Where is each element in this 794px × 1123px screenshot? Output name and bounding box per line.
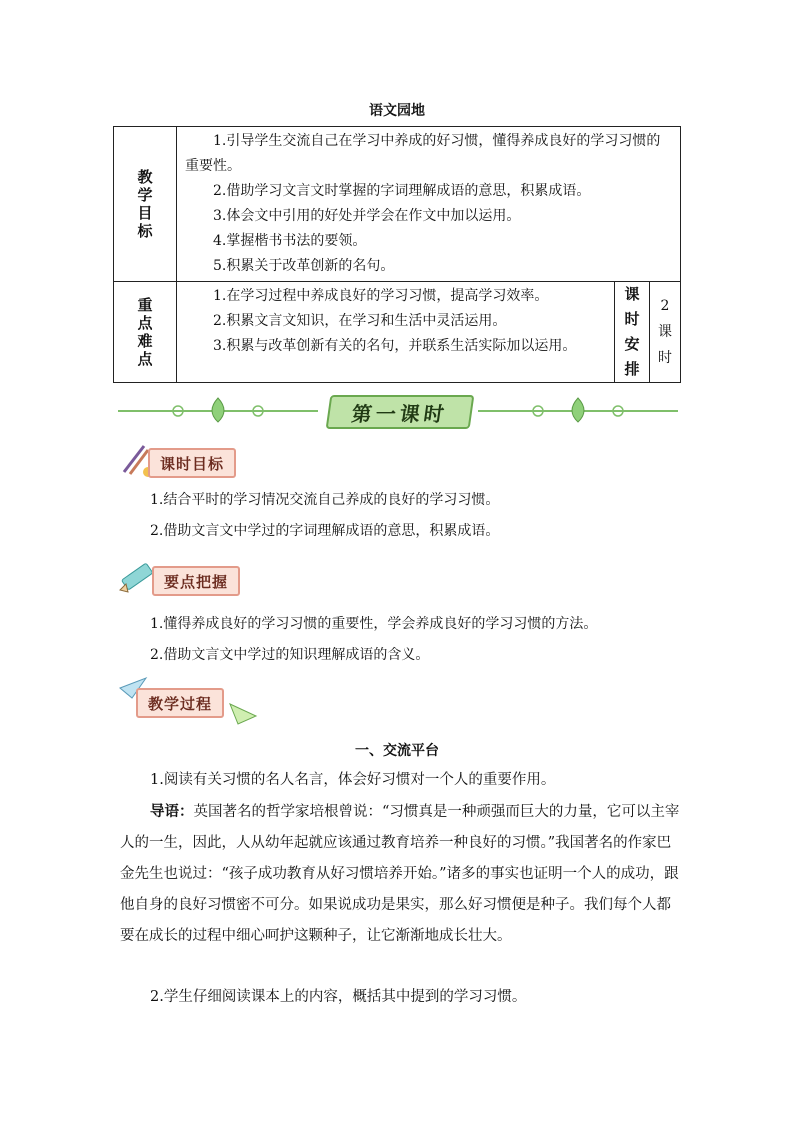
lead-paragraph	[120, 796, 680, 952]
goal-item: 4.掌握楷书书法的要领。	[213, 233, 367, 249]
goals-header-cell	[114, 127, 177, 282]
goal-item: 3.体会文中引用的好处并学会在作文中加以运用。	[213, 208, 521, 224]
keys-header: 重点难点	[137, 296, 153, 368]
lead-text: 英国著名的哲学家培根曾说：“习惯真是一种顽强而巨大的力量，它可以主宰人的一生，因此，人从幼年起就应该通过教育培养一种良好的习惯。”我国著名的作家巴金先生也说过：“孩子成功教育从好习惯培养开始。”诸多的事实也证明一个人的成功，跟他自身的良好习惯密不可分。如果说成功是果实，那么好习惯便是种子。我们每个人都要在成长的过程中细心呵护这颗种子，让它渐渐地成长壮大。	[120, 804, 680, 944]
keys-content-cell	[177, 282, 615, 383]
keys-row	[114, 282, 681, 383]
lesson-banner	[118, 392, 678, 430]
schedule-value-cell	[650, 282, 681, 383]
goal-item: 2.借助学习文言文时掌握的字词理解成语的意思，积累成语。	[213, 183, 591, 199]
key-item: 3.积累与改革创新有关的名句，并联系生活实际加以运用。	[213, 338, 577, 354]
goal-item: 5.积累关于改革创新的名句。	[213, 258, 395, 274]
goals-content-cell	[177, 127, 681, 282]
banner-title: 第一课时	[326, 395, 475, 429]
goal-item: 1.引导学生交流自己在学习中养成的好习惯，懂得养成良好的学习习惯的重要性。	[185, 133, 661, 174]
schedule-header: 课时安排	[624, 285, 640, 378]
objective-item: 1.结合平时的学习情况交流自己养成的良好的学习习惯。	[150, 492, 500, 508]
objective-item: 2.借助文言文中学过的字词理解成语的意思，积累成语。	[150, 523, 500, 539]
key-item: 2.积累文言文知识，在学习和生活中灵活运用。	[213, 313, 507, 329]
lesson-plan-table	[113, 126, 681, 383]
paragraph: 1.阅读有关习惯的名人名言，体会好习惯对一个人的重要作用。	[150, 772, 556, 788]
schedule-value: 2课时	[658, 298, 672, 366]
schedule-header-cell	[615, 282, 650, 383]
keypoint-item: 1.懂得养成良好的学习习惯的重要性，学会养成良好的学习习惯的方法。	[150, 616, 598, 632]
goals-row	[114, 127, 681, 282]
paragraph: 2.学生仔细阅读课本上的内容，概括其中提到的学习习惯。	[150, 989, 527, 1005]
key-item: 1.在学习过程中养成良好的学习习惯，提高学习效率。	[213, 288, 549, 304]
badge-label: 教学过程	[136, 688, 224, 718]
section-badge-keypoints	[118, 566, 258, 596]
paper-plane-icon	[228, 702, 258, 726]
document-title: 语文园地	[369, 103, 425, 119]
lead-label: 导语：	[150, 803, 194, 820]
goals-header: 教学目标	[137, 168, 153, 240]
section-heading: 一、交流平台	[355, 743, 439, 759]
badge-label: 课时目标	[148, 448, 236, 478]
section-badge-process	[118, 688, 258, 718]
keypoint-item: 2.借助文言文中学过的知识理解成语的含义。	[150, 647, 430, 663]
section-badge-goals	[118, 448, 258, 478]
badge-label: 要点把握	[152, 566, 240, 596]
keys-header-cell	[114, 282, 177, 383]
